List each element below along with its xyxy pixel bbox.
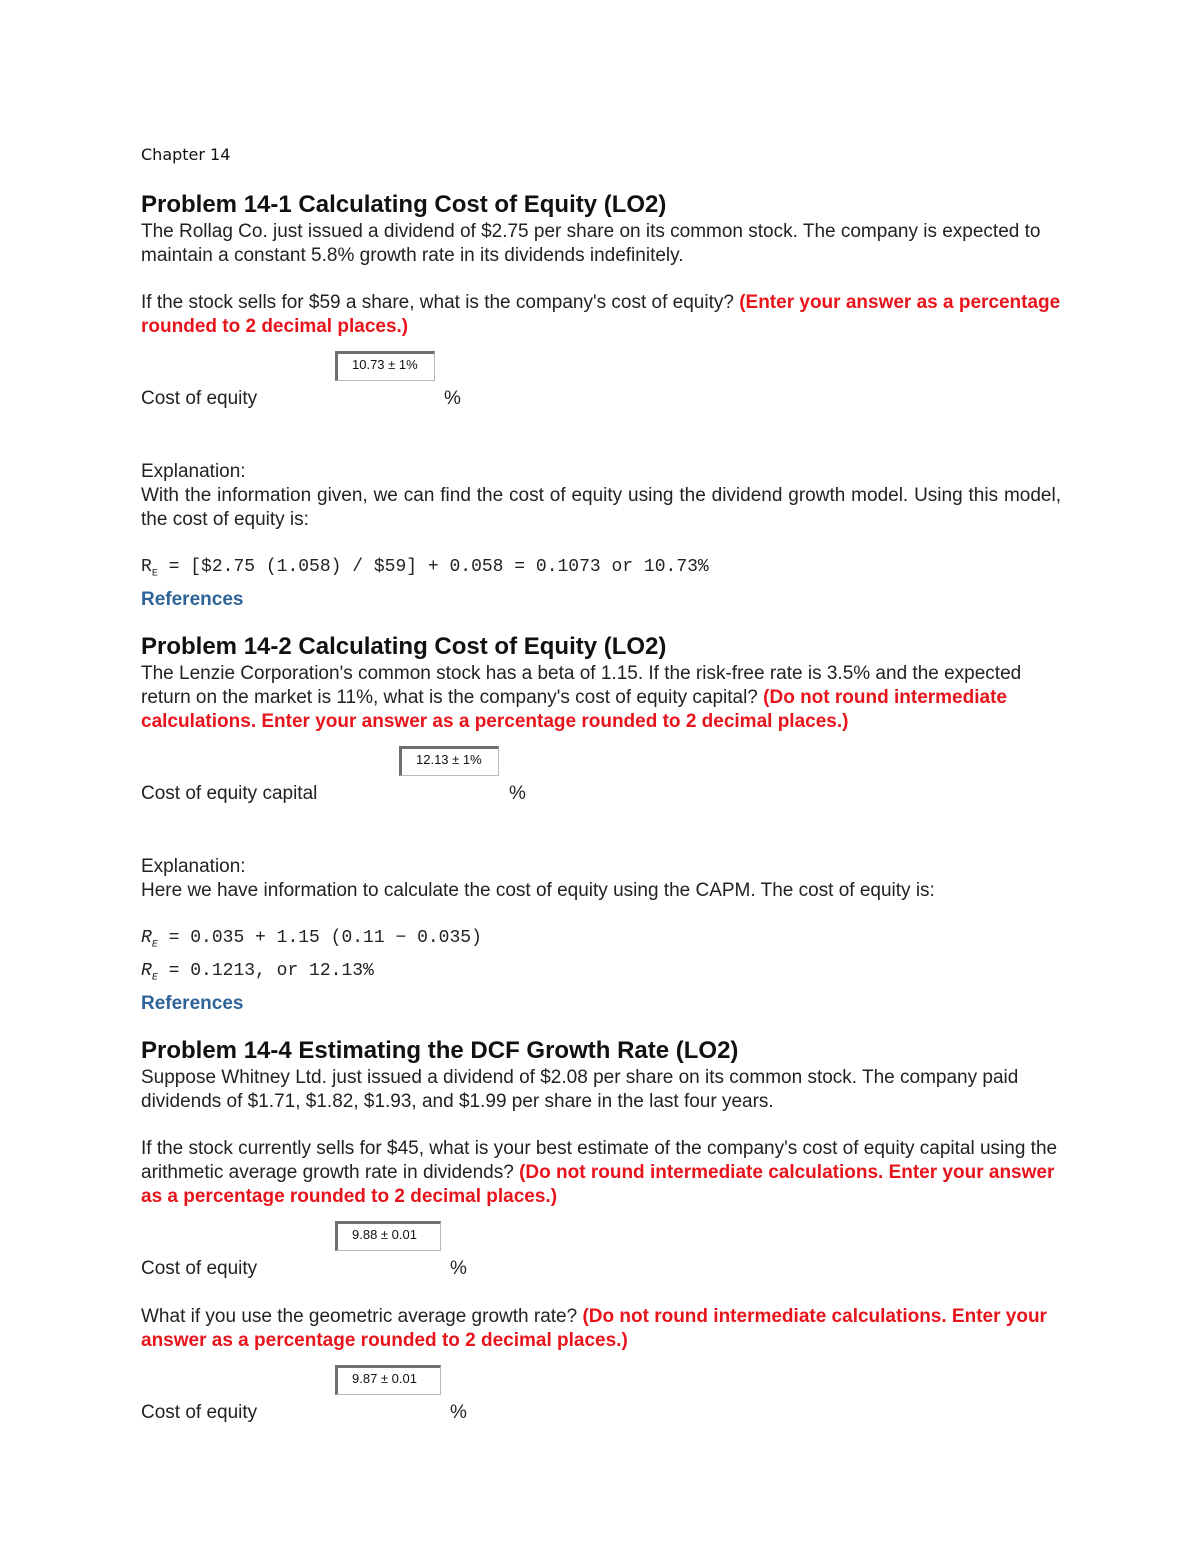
instruction-text: (Do not round intermediate calculations. Enter your answer as a percentage rounded to 2 decimal places.) (141, 686, 1007, 732)
percent-unit: % (450, 1257, 467, 1279)
answer-row (141, 351, 1061, 411)
percent-unit: % (450, 1401, 467, 1423)
intro-text: The Lenzie Corporation's common stock has a beta of 1.15. If the risk-free rate is 3.5% and the expected return on the market is 11%, what is the company's cost of equity capital? (141, 662, 1022, 708)
formula-sub: E (151, 568, 158, 580)
problem-title: Problem 14-4 Estimating the DCF Growth Rate (LO2) (141, 1036, 739, 1064)
answer-field[interactable]: 9.87 ± 0.01 (335, 1365, 441, 1395)
instruction-text: (Do not round intermediate calculations. Enter your answer as a percentage rounded to 2 decimal places.) (141, 1161, 1055, 1207)
explanation-heading: Explanation: (141, 461, 246, 482)
chapter-heading: Chapter 14 (141, 145, 231, 164)
formula-var: R (141, 927, 152, 948)
instruction-text: (Enter your answer as a percentage rounded to 2 decimal places.) (141, 292, 1061, 337)
answer-label: Cost of equity (141, 388, 258, 409)
answer-row (141, 1365, 1061, 1425)
formula-sub: E (151, 939, 158, 951)
percent-unit: % (509, 782, 526, 804)
answer-field[interactable]: 12.13 ± 1% (399, 746, 499, 776)
references-link[interactable]: References (141, 588, 244, 610)
answer-field[interactable]: 10.73 ± 1% (335, 351, 435, 381)
formula-var: R (141, 961, 152, 982)
problem-intro (141, 662, 1061, 734)
problem-question (141, 291, 1061, 339)
answer-label: Cost of equity (141, 1257, 258, 1279)
problem-14-2 (141, 632, 1061, 1016)
answer-label: Cost of equity capital (141, 782, 318, 804)
formula-rest: = 0.035 + 1.15 (0.11 − 0.035) (157, 927, 482, 948)
formula-rest: = [$2.75 (1.058) / $59] + 0.058 = 0.1073 or 10.73% (157, 557, 709, 577)
answer-row (141, 1221, 1061, 1281)
answer-label: Cost of equity (141, 1401, 258, 1423)
problem-intro: The Rollag Co. just issued a dividend of $2.75 per share on its common stock. The company is expected to maintain a constant 5.8% growth rate in its dividends indefinitely. (141, 221, 1041, 266)
explanation-heading: Explanation: (141, 855, 246, 877)
question-text: What if you use the geometric average growth rate? (141, 1305, 583, 1327)
problem-title: Problem 14-2 Calculating Cost of Equity (LO2) (141, 632, 667, 660)
problem-intro: Suppose Whitney Ltd. just issued a dividend of $2.08 per share on its common stock. The company paid dividends of $1.71, $1.82, $1.93, and $1.99 per share in the last four years. (141, 1066, 1019, 1112)
answer-field[interactable]: 9.88 ± 0.01 (335, 1221, 441, 1251)
problem-14-4 (141, 1036, 1061, 1425)
problem-question-2 (141, 1305, 1061, 1353)
question-text: If the stock currently sells for $45, what is your best estimate of the company's cost of equity capital using the arithmetic average growth rate in dividends? (141, 1137, 1058, 1183)
explanation-text: Here we have information to calculate the cost of equity using the CAPM. The cost of equity is: (141, 879, 935, 901)
problem-question-1 (141, 1137, 1061, 1209)
instruction-text: (Do not round intermediate calculations. Enter your answer as a percentage rounded to 2 decimal places.) (141, 1305, 1047, 1351)
problem-14-1 (141, 190, 1061, 612)
percent-unit: % (444, 388, 461, 409)
problem-title: Problem 14-1 Calculating Cost of Equity (LO2) (141, 191, 667, 218)
formula-line-1 (141, 925, 1061, 959)
explanation-text: With the information given, we can find the cost of equity using the dividend growth model. Using this model, the cost of equity is: (141, 485, 1061, 530)
formula-rest: = 0.1213, or 12.13% (157, 961, 374, 982)
formula-var: R (141, 557, 152, 577)
formula (141, 554, 1061, 588)
formula-sub: E (151, 972, 158, 984)
references-link[interactable]: References (141, 992, 244, 1014)
document-page (141, 142, 1061, 1425)
answer-row (141, 746, 1061, 806)
question-text: If the stock sells for $59 a share, what is the company's cost of equity? (141, 292, 740, 313)
formula-line-2 (141, 958, 1061, 992)
